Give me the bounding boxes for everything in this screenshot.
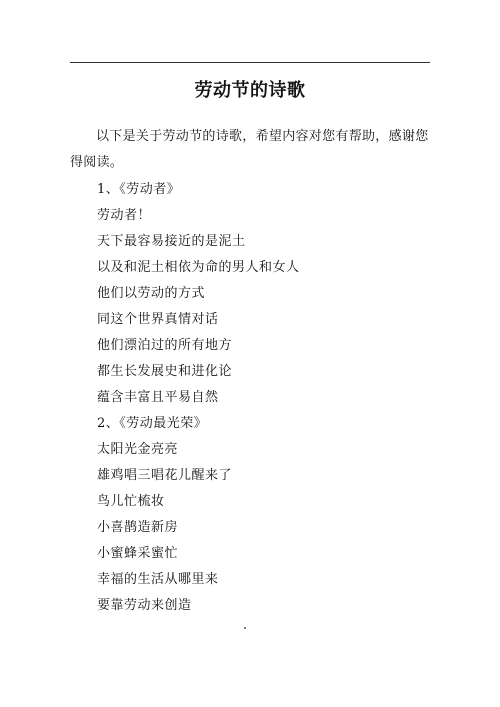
poem-line: 他们以劳动的方式: [97, 286, 206, 301]
poem-line: 蕴含丰富且平易自然: [97, 390, 219, 405]
poem-line: 天下最容易接近的是泥土: [97, 234, 246, 249]
poem-line: 鸟儿忙梳妆: [97, 494, 165, 509]
poem-line: 他们漂泊过的所有地方: [97, 338, 233, 353]
poem-line: 都生长发展史和进化论: [97, 364, 233, 379]
header-rule: [70, 62, 430, 63]
poem-line: 幸福的生活从哪里来: [97, 572, 219, 587]
poem-line: 太阳光金亮亮: [97, 442, 179, 457]
poem-line: 小蜜蜂采蜜忙: [97, 546, 179, 561]
poem-line: 同这个世界真情对话: [97, 312, 219, 327]
page-title: 劳动节的诗歌: [194, 80, 306, 101]
section-heading-1: 1、《劳动者》: [97, 182, 181, 197]
poem-line: 劳动者！: [97, 208, 152, 223]
section-heading-2: 2、《劳动最光荣》: [97, 416, 208, 431]
poem-line: 以及和泥土相依为命的男人和女人: [97, 260, 300, 275]
page-mark: [244, 627, 246, 629]
poem-line: 雄鸡唱三唱花儿醒来了: [97, 468, 233, 483]
intro-paragraph: 以下是关于劳动节的诗歌，希望内容对您有帮助，感谢您得阅读。: [70, 129, 429, 170]
poem-line: 小喜鹊造新房: [97, 520, 179, 535]
poem-lines: [97, 177, 437, 619]
poem-line: 要靠劳动来创造: [97, 598, 192, 613]
